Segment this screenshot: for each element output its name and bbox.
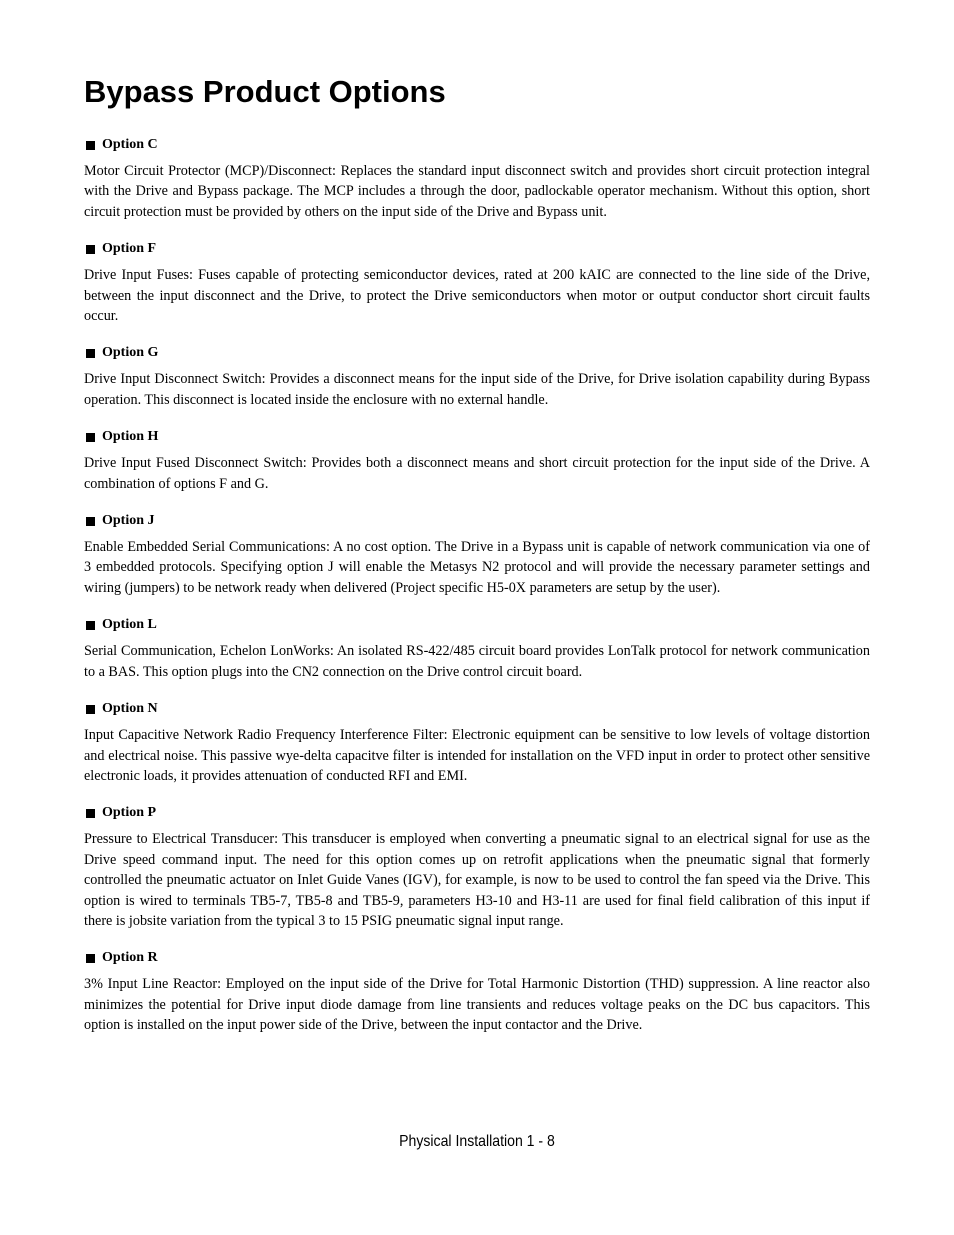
option-description: Pressure to Electrical Transducer: This transducer is employed when converting a pneumatic signal to an electrical signal for use as the Drive speed command input. The need for this option comes up on retrofit applications when the pneumatic signal that formerly controlled the pneumatic actuator on Inlet Guide Vanes (IGV), for example, is now to be used to control the fan speed via the Drive. This option is wired to terminals TB5-7, TB5-8 and TB5-9, parameters H3-10 and H3-11 are used for final field calibration of this input if there is jobsite variation from the typical 3 to 15 PSIG pneumatic signal input range.	[84, 831, 870, 929]
option-f-section	[84, 238, 870, 326]
option-description: Drive Input Fused Disconnect Switch: Provides both a disconnect means and short circuit protection for the input side of the Drive. A combination of options F and G.	[84, 455, 870, 492]
square-bullet-icon	[86, 809, 95, 818]
option-c-section	[84, 134, 870, 222]
option-r-section	[84, 947, 870, 1035]
square-bullet-icon	[86, 517, 95, 526]
option-heading	[84, 802, 870, 824]
option-description: Motor Circuit Protector (MCP)/Disconnect: Replaces the standard input disconnect switch and provides short circuit protection integral with the Drive and Bypass package. The MCP includes a through the door, padlockable operator mechanism. Without this option, short circuit protection must be provided by others on the input side of the Drive and Bypass unit.	[84, 163, 870, 220]
options-list	[84, 134, 870, 1052]
option-heading-label: Option N	[102, 701, 158, 717]
square-bullet-icon	[86, 433, 95, 442]
option-heading-label: Option L	[102, 617, 157, 633]
option-l-section	[84, 614, 870, 682]
option-description: Drive Input Disconnect Switch: Provides a disconnect means for the input side of the Drive, for Drive isolation capability during Bypass operation. This disconnect is located inside the enclosure with no external handle.	[84, 371, 870, 408]
option-heading	[84, 426, 870, 448]
option-heading-label: Option G	[102, 345, 159, 361]
option-description: Input Capacitive Network Radio Frequency Interference Filter: Electronic equipment can be sensitive to low levels of voltage distortion and electrical noise. This passive wye-delta capacitve filter is intended for installation on the VFD input in order to protect other sensitive electronic loads, it provides attenuation of conducted RFI and EMI.	[84, 727, 870, 784]
option-heading	[84, 947, 870, 969]
square-bullet-icon	[86, 954, 95, 963]
option-heading-label: Option H	[102, 429, 159, 445]
option-heading	[84, 342, 870, 364]
option-description: 3% Input Line Reactor: Employed on the input side of the Drive for Total Harmonic Distortion (THD) suppression. A line reactor also minimizes the potential for Drive input diode damage from line transients and reduces voltage peaks on the DC bus capacitors. This option is installed on the input power side of the Drive, between the input contactor and the Drive.	[84, 976, 870, 1034]
square-bullet-icon	[86, 141, 95, 150]
option-heading-label: Option R	[102, 950, 158, 966]
option-n-section	[84, 698, 870, 786]
square-bullet-icon	[86, 349, 95, 358]
option-description: Enable Embedded Serial Communications: A no cost option. The Drive in a Bypass unit is capable of network communication via one of 3 embedded protocols. Specifying option J will enable the Metasys N2 protocol and will provide the necessary parameter settings and wiring (jumpers) to be network ready when delivered (Project specific H5-0X parameters are setup by the user).	[84, 539, 870, 596]
option-h-section	[84, 426, 870, 494]
option-p-section	[84, 802, 870, 931]
option-description: Serial Communication, Echelon LonWorks: An isolated RS-422/485 circuit board provides LonTalk protocol for network communication to a BAS. This option plugs into the CN2 connection on the Drive control circuit board.	[84, 643, 870, 680]
option-heading-label: Option C	[102, 137, 158, 152]
option-heading	[84, 238, 870, 260]
option-description: Drive Input Fuses: Fuses capable of protecting semiconductor devices, rated at 200 kAIC are connected to the line side of the Drive, between the input disconnect and the Drive, to protect the Drive semiconductors when motor or output conductor short circuit faults occur.	[84, 267, 870, 325]
option-heading	[84, 134, 870, 156]
option-heading	[84, 614, 870, 636]
option-heading-label: Option P	[102, 805, 157, 821]
option-heading	[84, 698, 870, 720]
option-g-section	[84, 342, 870, 410]
option-j-section	[84, 510, 870, 598]
square-bullet-icon	[86, 245, 95, 254]
square-bullet-icon	[86, 705, 95, 714]
option-heading-label: Option F	[102, 241, 157, 257]
page-footer: Physical Installation 1 - 8	[399, 1133, 555, 1150]
option-heading	[84, 510, 870, 532]
option-heading-label: Option J	[102, 513, 155, 529]
page-title: Bypass Product Options	[84, 74, 446, 109]
square-bullet-icon	[86, 621, 95, 630]
